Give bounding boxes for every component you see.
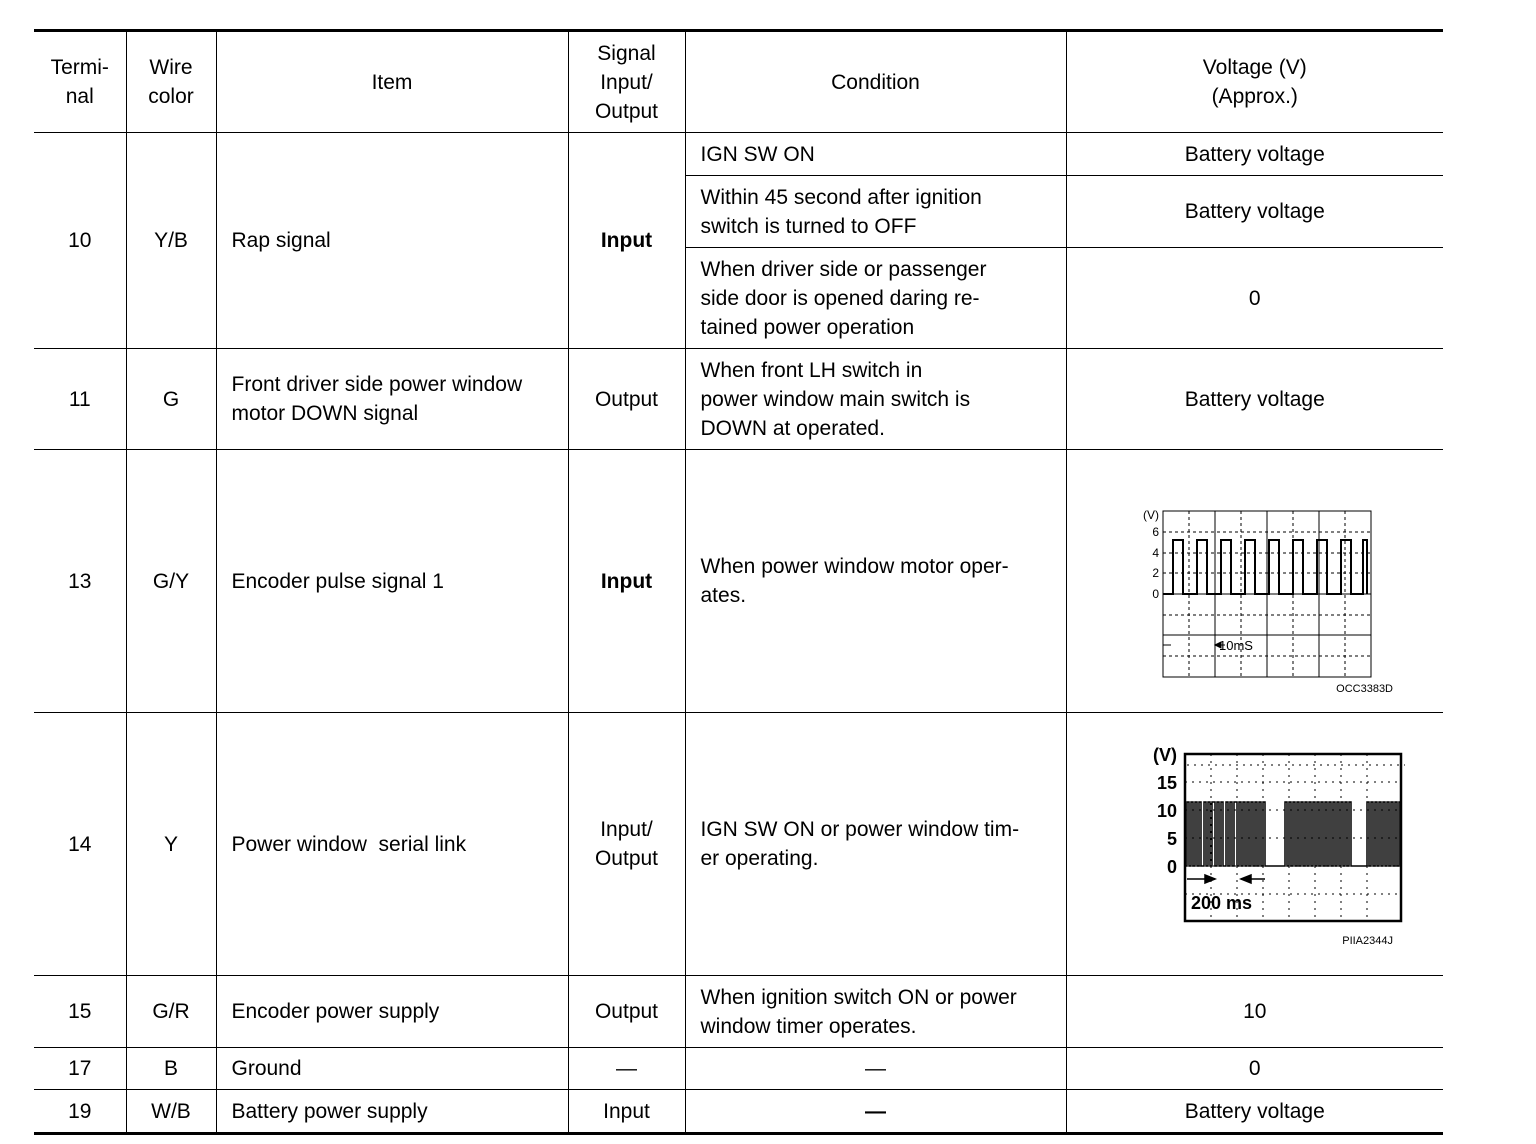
wire-color-cell: B xyxy=(126,1048,216,1090)
item-cell: Power window serial link xyxy=(216,713,568,976)
table-row xyxy=(34,1048,1443,1090)
table-row xyxy=(34,349,1443,450)
y-tick-label: 10 xyxy=(1156,801,1177,821)
voltage-cell xyxy=(1066,450,1443,713)
condition-cell: Within 45 second after ignition switch is turned to OFF xyxy=(685,176,1066,248)
wire-color-cell: G/Y xyxy=(126,450,216,713)
signal-cell: Input/ Output xyxy=(568,713,685,976)
item-cell: Battery power supply xyxy=(216,1090,568,1134)
y-axis-unit: (V) xyxy=(1152,745,1177,765)
signal-cell: Output xyxy=(568,976,685,1048)
item-cell: Ground xyxy=(216,1048,568,1090)
table-row xyxy=(34,713,1443,976)
condition-cell: When ignition switch ON or power window timer operates. xyxy=(685,976,1066,1048)
signal-cell: Input xyxy=(568,450,685,713)
y-axis-unit: (V) xyxy=(1142,507,1159,522)
serial-trace xyxy=(1185,802,1401,866)
wire-color-cell: G/R xyxy=(126,976,216,1048)
time-scale-label: 10mS xyxy=(1218,637,1253,653)
terminal-cell: 13 xyxy=(34,450,126,713)
table-row xyxy=(34,1090,1443,1134)
signal-cell: Output xyxy=(568,349,685,450)
voltage-cell: Battery voltage xyxy=(1066,133,1443,176)
table-row xyxy=(34,133,1443,176)
header-item: Item xyxy=(216,31,568,133)
time-scale-label: 200 ms xyxy=(1190,893,1252,913)
header-voltage: Voltage (V) (Approx.) xyxy=(1066,31,1443,133)
signal-cell: Input xyxy=(568,1090,685,1134)
y-tick-label: 0 xyxy=(1152,586,1159,601)
item-cell: Front driver side power window motor DOWN signal xyxy=(216,349,568,450)
wire-color-cell: W/B xyxy=(126,1090,216,1134)
condition-cell: IGN SW ON or power window tim- er operating. xyxy=(685,713,1066,976)
wire-color-cell: Y xyxy=(126,713,216,976)
voltage-cell: Battery voltage xyxy=(1066,1090,1443,1134)
encoder-pulse-waveform xyxy=(1105,469,1405,694)
item-cell: Encoder pulse signal 1 xyxy=(216,450,568,713)
condition-cell: — xyxy=(685,1048,1066,1090)
condition-cell: — xyxy=(685,1090,1066,1134)
table-row xyxy=(34,976,1443,1048)
y-tick-label: 15 xyxy=(1156,773,1177,793)
header-condition: Condition xyxy=(685,31,1066,133)
y-tick-label: 6 xyxy=(1152,524,1159,539)
y-tick-label: 0 xyxy=(1166,857,1177,877)
voltage-cell xyxy=(1066,713,1443,976)
terminal-cell: 14 xyxy=(34,713,126,976)
terminal-cell: 17 xyxy=(34,1048,126,1090)
serial-link-waveform xyxy=(1105,739,1405,949)
figure-id: OCC3383D xyxy=(1335,682,1393,694)
voltage-cell: 0 xyxy=(1066,1048,1443,1090)
voltage-cell: Battery voltage xyxy=(1066,349,1443,450)
header-signal: Signal Input/ Output xyxy=(568,31,685,133)
voltage-cell: 0 xyxy=(1066,248,1443,349)
condition-cell: When front LH switch in power window main switch is DOWN at operated. xyxy=(685,349,1066,450)
figure-id: PIIA2344J xyxy=(1341,935,1393,947)
item-cell: Encoder power supply xyxy=(216,976,568,1048)
header-row xyxy=(34,31,1443,133)
voltage-cell: 10 xyxy=(1066,976,1443,1048)
y-tick-label: 5 xyxy=(1166,829,1177,849)
voltage-cell: Battery voltage xyxy=(1066,176,1443,248)
y-tick-label: 2 xyxy=(1152,565,1159,580)
y-tick-label: 4 xyxy=(1152,545,1159,560)
table-row xyxy=(34,450,1443,713)
condition-cell: When power window motor oper- ates. xyxy=(685,450,1066,713)
terminal-cell: 15 xyxy=(34,976,126,1048)
header-terminal: Termi- nal xyxy=(34,31,126,133)
item-cell: Rap signal xyxy=(216,133,568,349)
signal-cell: Input xyxy=(568,133,685,349)
header-wire-color: Wire color xyxy=(126,31,216,133)
wire-color-cell: G xyxy=(126,349,216,450)
condition-cell: IGN SW ON xyxy=(685,133,1066,176)
terminal-cell: 10 xyxy=(34,133,126,349)
terminal-cell: 19 xyxy=(34,1090,126,1134)
wire-color-cell: Y/B xyxy=(126,133,216,349)
signal-cell: — xyxy=(568,1048,685,1090)
terminal-table xyxy=(34,29,1443,1135)
terminal-cell: 11 xyxy=(34,349,126,450)
condition-cell: When driver side or passenger side door is opened daring re- tained power operation xyxy=(685,248,1066,349)
pulse-trace xyxy=(1163,540,1367,594)
